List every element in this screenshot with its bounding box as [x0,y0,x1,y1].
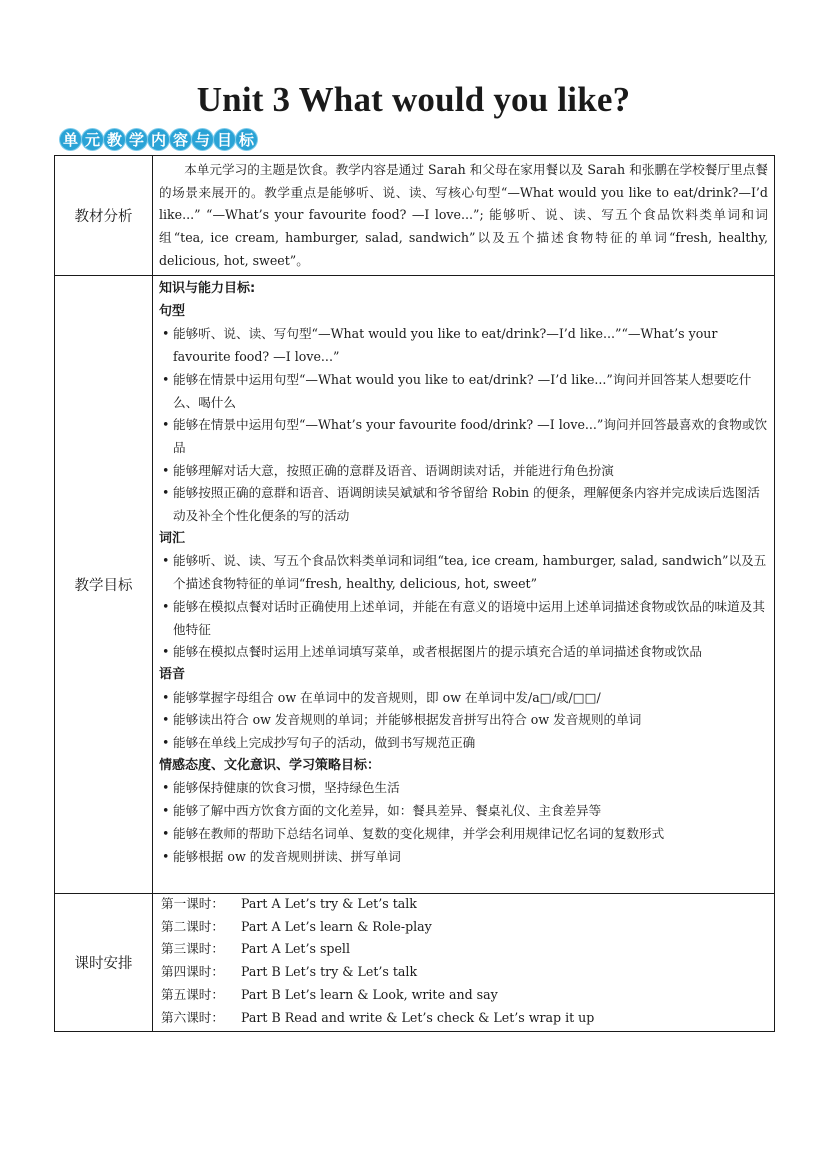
lesson-item [161,916,768,939]
phonics-heading: 语音 [159,666,186,682]
list-item: • 能够掌握字母组合 ow 在单词中的发音规则，即 ow 在单词中发/a□/或/□□/ [159,687,768,710]
list-item: • 能够听、说、读、写五个食品饮料类单词和词组“tea, ice cream, hamburger, salad, sandwich”以及五个描述食物特征的单词“fresh, healthy, delicious, hot, sweet” [159,550,768,595]
table-row-goals [55,276,774,894]
row-label-schedule: 课时安排 [55,894,153,1031]
content-table [54,155,775,1032]
list-item: • 能够保持健康的饮食习惯，坚持绿色生活 [159,777,768,800]
list-item: • 能够听、说、读、写句型“—What would you like to eat/drink?—I’d like...”“—What’s your favourite food? —I love...” [159,323,768,368]
banner-char: 单 [60,129,81,150]
affect-heading: 情感态度、文化意识、学习策略目标： [159,757,381,773]
lesson-number: 第四课时： [161,964,224,980]
lesson-text: Part A Let’s learn & Role-play [241,918,432,934]
banner-char: 教 [104,129,125,150]
lesson-item [161,961,768,984]
schedule-content [161,893,768,1031]
table-row-schedule [55,894,774,1031]
list-item: • 能够在情景中运用句型“—What’s your favourite food/drink? —I love...”询问并回答最喜欢的食物或饮品 [159,414,768,459]
sentence-heading: 句型 [159,303,186,319]
list-item: • 能够在模拟点餐时运用上述单词填写菜单，或者根据图片的提示填充合适的单词描述食物或饮品 [159,641,768,664]
lesson-text: Part B Let’s learn & Look, write and say [241,986,498,1002]
analysis-paragraph: 本单元学习的主题是饮食。教学内容是通过 Sarah 和父母在家用餐以及 Sarah 和张鹏在学校餐厅里点餐的场景来展开的。教学重点是能够听、说、读、写核心句型“—What would you like to eat/drink?—I’d like...” “—What’s your favourite food? —I love...”; 能够听、说、读、写五个食品饮料类单词和词组“tea, ice cream, hamburger, salad, sandwich”以及五个描述食物特征的单词“fresh, healthy, delicious, hot, sweet”。 [159,162,768,268]
list-item: • 能够在模拟点餐对话时正确使用上述单词，并能在有意义的语境中运用上述单词描述食物或饮品的味道及其他特征 [159,596,768,641]
lesson-item [161,984,768,1007]
row-label-goals: 教学目标 [55,276,153,893]
lesson-item [161,938,768,961]
lesson-item [161,1007,768,1030]
lesson-item [161,893,768,916]
banner-char: 与 [192,129,213,150]
banner-char: 目 [214,129,235,150]
banner-char: 学 [126,129,147,150]
lesson-number: 第五课时： [161,986,224,1002]
table-row-analysis [55,156,774,276]
section-banner [60,129,258,150]
banner-char: 元 [82,129,103,150]
lesson-text: Part B Let’s try & Let’s talk [241,964,418,980]
list-item: • 能够根据 ow 的发音规则拼读、拼写单词 [159,846,768,869]
list-item: • 能够按照正确的意群和语音、语调朗读吴斌斌和爷爷留给 Robin 的便条，理解便条内容并完成读后选图活动及补全个性化便条的写的活动 [159,482,768,527]
knowledge-heading: 知识与能力目标: [159,281,256,296]
list-item: • 能够在情景中运用句型“—What would you like to eat/drink? —I’d like...”询问并回答某人想要吃什么、喝什么 [159,369,768,414]
lesson-text: Part A Let’s try & Let’s talk [241,896,417,911]
goals-content [159,278,768,893]
list-item: • 能够在单线上完成抄写句子的活动，做到书写规范正确 [159,732,768,755]
analysis-content [159,159,768,275]
list-item: • 能够了解中西方饮食方面的文化差异，如：餐具差异、餐桌礼仪、主食差异等 [159,800,768,823]
list-item: • 能够在教师的帮助下总结名词单、复数的变化规律，并学会利用规律记忆名词的复数形式 [159,823,768,846]
lesson-number: 第二课时： [161,918,224,934]
list-item: • 能够读出符合 ow 发音规则的单词；并能够根据发音拼写出符合 ow 发音规则的单词 [159,709,768,732]
lesson-number: 第三课时： [161,941,224,957]
banner-char: 内 [148,129,169,150]
lesson-number: 第六课时： [161,1009,224,1025]
page-title: Unit 3 What would you like? [196,80,631,119]
lesson-text: Part B Read and write & Let’s check & Let’s wrap it up [241,1009,595,1025]
vocab-heading: 词汇 [159,530,186,546]
banner-char: 容 [170,129,191,150]
list-item: • 能够理解对话大意，按照正确的意群及语音、语调朗读对话，并能进行角色扮演 [159,460,768,483]
lesson-text: Part A Let’s spell [241,941,350,957]
lesson-number: 第一课时： [161,896,224,911]
banner-char: 标 [236,129,257,150]
row-label-analysis: 教材分析 [55,156,153,275]
